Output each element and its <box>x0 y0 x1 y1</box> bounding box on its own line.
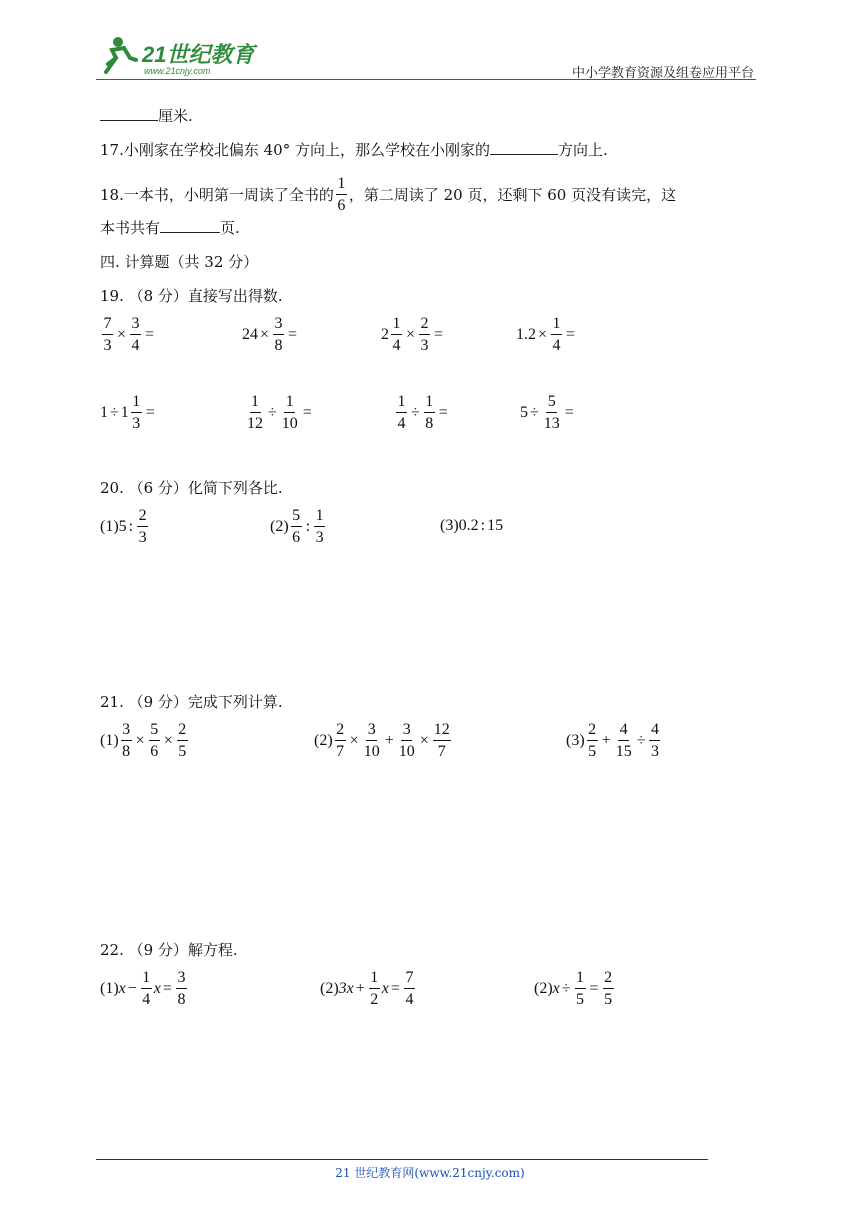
footer-link[interactable]: 21 世纪教育网(www.21cnjy.com) <box>335 1166 525 1180</box>
q20-item-2: (2) $\frac{5}{6}$ : $\frac{1}{3}$ <box>270 507 324 546</box>
question-22: 22. （9 分）解方程. <box>100 941 238 959</box>
q20-item-3: (3) 0.2 : 15 <box>440 517 504 534</box>
answer-blank <box>100 106 158 121</box>
question-18-line2: 本书共有 页. <box>100 219 240 237</box>
answer-blank <box>160 218 220 233</box>
q19-item-5: 1 ÷ 1 $\frac{1}{3}$ = <box>100 393 155 432</box>
q20-item-1: (1) 5 : $\frac{2}{3}$ <box>100 507 147 546</box>
q19-item-1: $\frac{7}{3}$ × $\frac{3}{4}$ = <box>103 315 155 354</box>
question-19: 19. （8 分）直接写出得数. <box>100 287 283 305</box>
question-20: 20. （6 分）化简下列各比. <box>100 479 283 497</box>
q21-item-2: (2) $\frac{2}{7}$ × $\frac{3}{10}$ + $\frac{3}{10}$ × $\frac{12}{7}$ <box>314 721 450 760</box>
q19-item-8: 5 ÷ $\frac{5}{13}$ = <box>520 393 574 432</box>
q21-item-1: (1) $\frac{3}{8}$ × $\frac{5}{6}$ × $\frac{2}{5}$ <box>100 721 187 760</box>
question-17: 17.小刚家在学校北偏东 40° 方向上，那么学校在小刚家的 方向上. <box>100 141 608 159</box>
site-logo <box>96 34 266 78</box>
q19-item-2: 24 × $\frac{3}{8}$ = <box>242 315 298 354</box>
q22-item-2: (2) 3x + $\frac{1}{2}$ x = $\frac{7}{4}$ <box>320 969 414 1008</box>
q16-tail: 厘米. <box>100 106 193 126</box>
q22-item-1: (1) x − $\frac{1}{4}$ x = $\frac{3}{8}$ <box>100 969 186 1008</box>
fraction: $\frac{1}{6}$ <box>337 175 346 214</box>
platform-name: 中小学教育资源及组卷应用平台 <box>571 66 754 81</box>
q19-item-6: $\frac{1}{12}$ ÷ $\frac{1}{10}$ = <box>247 393 312 432</box>
answer-blank <box>490 140 558 155</box>
q19-item-7: $\frac{1}{4}$ ÷ $\frac{1}{8}$ = <box>397 393 448 432</box>
q19-item-4: 1.2 × $\frac{1}{4}$ = <box>516 315 576 354</box>
q19-item-3: 2 $\frac{1}{4}$ × $\frac{2}{3}$ = <box>381 315 444 354</box>
question-18: 18.一本书，小明第一周读了全书的 $\frac{1}{6}$ ，第二周读了 20 页，还剩下 60 页没有读完，这 <box>100 175 677 214</box>
question-21: 21. （9 分）完成下列计算. <box>100 693 283 711</box>
q21-item-3: (3) $\frac{2}{5}$ + $\frac{4}{15}$ ÷ $\frac{4}{3}$ <box>566 721 659 760</box>
runner-logo-icon <box>96 34 266 78</box>
logo-sub-text: www.21cnjy.com <box>144 66 211 76</box>
header-divider <box>96 79 756 80</box>
q22-item-3: (2) x ÷ $\frac{1}{5}$ = $\frac{2}{5}$ <box>534 969 613 1008</box>
logo-main-text: 21世纪教育 <box>142 42 255 67</box>
footer-divider <box>96 1159 708 1160</box>
section-heading: 四. 计算题（共 32 分） <box>100 253 259 271</box>
